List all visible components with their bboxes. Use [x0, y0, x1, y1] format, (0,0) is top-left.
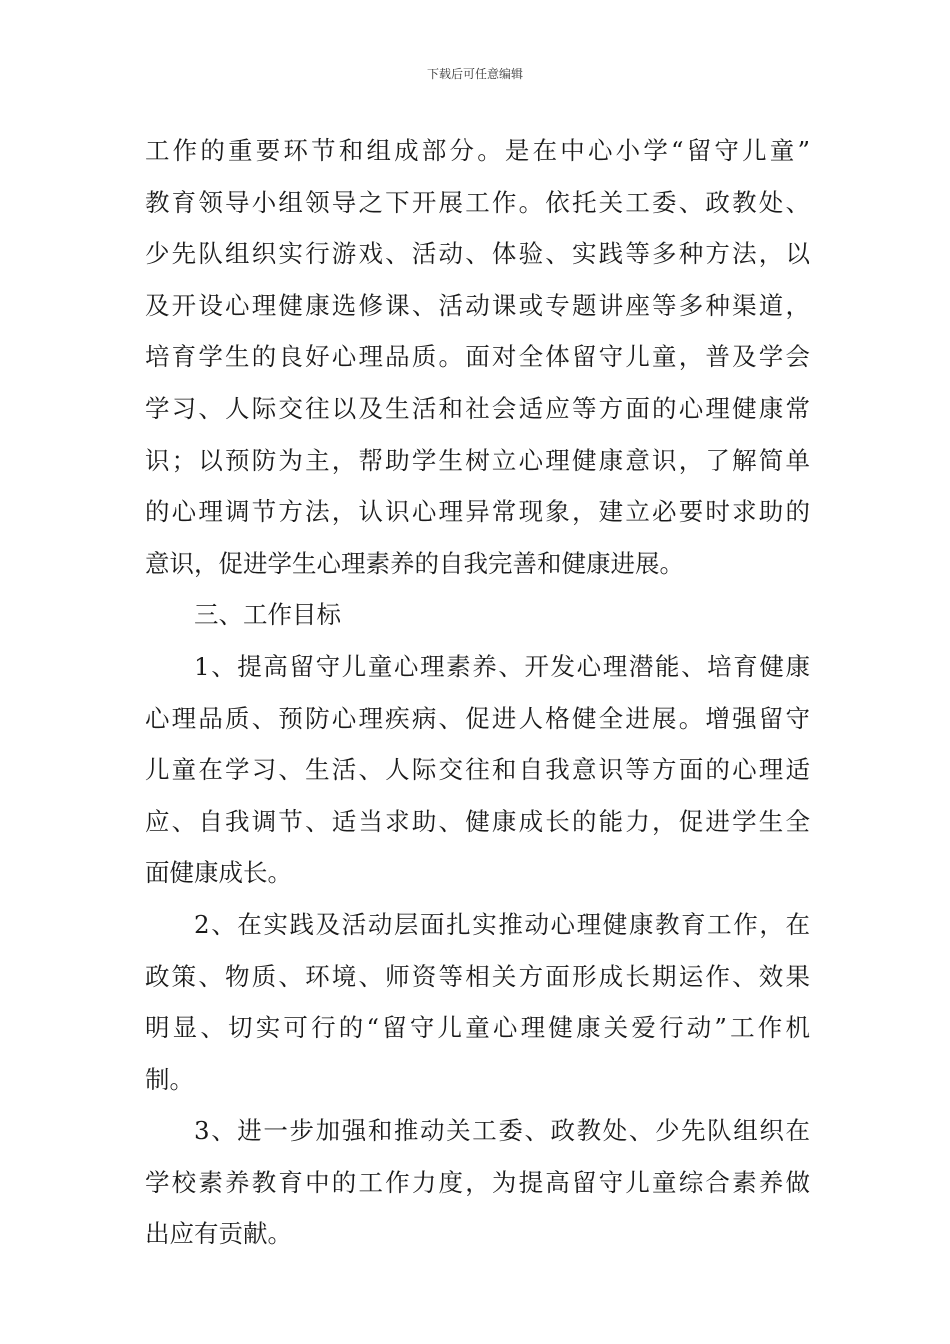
text-line: 应、自我调节、适当求助、健康成长的能力，促进学生全 [145, 806, 810, 836]
text-line: 意识，促进学生心理素养的自我完善和健康进展。 [145, 548, 684, 578]
text-line: 学习、人际交往以及生活和社会适应等方面的心理健康常 [145, 393, 810, 423]
text-line: 少先队组织实行游戏、活动、体验、实践等多种方法，以 [145, 239, 810, 269]
text-line: 教育领导小组领导之下开展工作。依托关工委、政教处、 [145, 187, 810, 217]
text-line: 学校素养教育中的工作力度，为提高留守儿童综合素养做 [145, 1167, 810, 1197]
text-line: 3、进一步加强和推动关工委、政教处、少先队组织在 [194, 1116, 810, 1146]
text-line: 工作的重要环节和组成部分。是在中心小学“留守儿童” [145, 136, 810, 165]
text-line: 2、在实践及活动层面扎实推动心理健康教育工作，在 [194, 909, 810, 939]
text-line: 1、提高留守儿童心理素养、开发心理潜能、培育健康 [194, 651, 810, 681]
text-line: 的心理调节方法，认识心理异常现象，建立必要时求助的 [145, 497, 810, 527]
text-line: 明显、切实可行的“留守儿童心理健康关爱行动”工作机 [145, 1013, 810, 1043]
text-line: 面健康成长。 [145, 858, 292, 888]
text-line: 心理品质、预防心理疾病、促进人格健全进展。增强留守 [145, 703, 810, 733]
page-header-note: 下载后可任意编辑 [426, 67, 523, 81]
text-line: 政策、物质、环境、师资等相关方面形成长期运作、效果 [145, 961, 810, 991]
document-body [145, 125, 810, 1260]
text-line: 识；以预防为主，帮助学生树立心理健康意识，了解简单 [145, 445, 810, 475]
text-line: 及开设心理健康选修课、活动课或专题讲座等多种渠道， [145, 290, 810, 320]
text-line: 儿童在学习、生活、人际交往和自我意识等方面的心理适 [145, 755, 810, 785]
text-line: 三、工作目标 [194, 600, 341, 630]
text-line: 培育学生的良好心理品质。面对全体留守儿童，普及学会 [145, 342, 810, 372]
text-line: 制。 [145, 1064, 194, 1094]
text-line: 出应有贡献。 [145, 1219, 292, 1249]
